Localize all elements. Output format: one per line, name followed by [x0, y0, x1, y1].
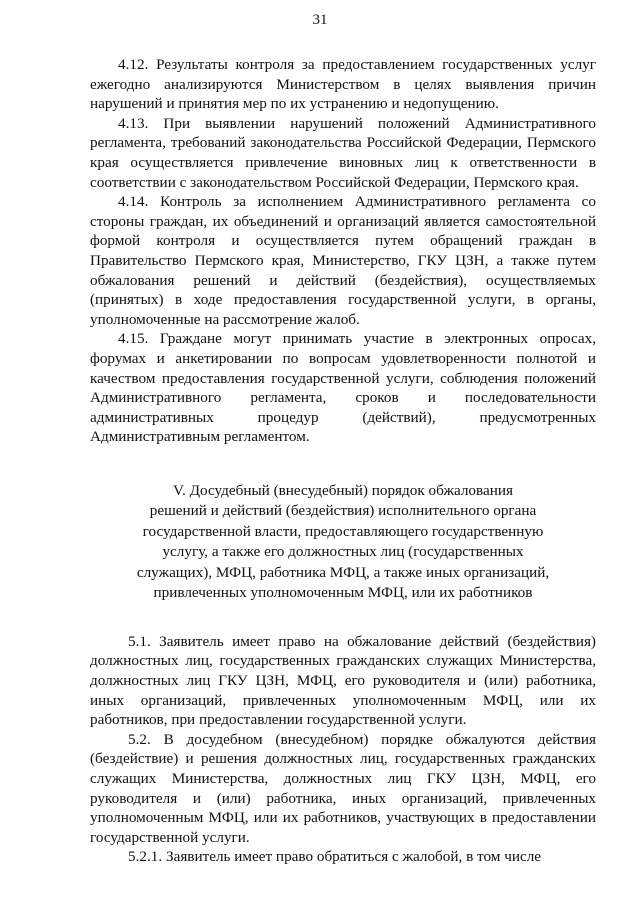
section-title-line: V. Досудебный (внесудебный) порядок обжалования	[173, 481, 513, 499]
document-body	[90, 55, 596, 867]
paragraph-4-13: 4.13. При выявлении нарушений положений Административного регламента, требований законодательства Российской Федерации, Пермского края осуществляется привлечение виновных лиц к ответственности в соответствии с законодательством Российской Федерации, Пермского края.	[90, 114, 596, 191]
page-number: 31	[312, 12, 328, 28]
paragraph-4-12: 4.12. Результаты контроля за предоставлением государственных услуг ежегодно анализируются Министерством в целях выявления причин нарушений и принятия мер по их устранению и недопущению.	[90, 56, 596, 113]
section-title-line: государственной власти, предоставляющего государственную	[142, 522, 544, 540]
paragraph-4-14: 4.14. Контроль за исполнением Административного регламента со стороны граждан, их объединений и организаций является самостоятельной формой контроля и осуществляется путем обращений граждан в Правительство Пермского края, Министерство, ГКУ ЦЗН, а также путем обжалования решений и действий (бездействия), осуществляемых (принятых) в ходе предоставления государственной услуги, в органы, уполномоченные на рассмотрение жалоб.	[90, 193, 596, 328]
section-title-line: привлеченных уполномоченным МФЦ, или их работников	[153, 584, 533, 602]
section-title-line: служащих), МФЦ, работника МФЦ, а также иных организаций,	[136, 563, 550, 581]
paragraph-5-2: 5.2. В досудебном (внесудебном) порядке обжалуются действия (бездействие) и решения должностных лиц, государственных гражданских служащих Министерства, должностных лиц ГКУ ЦЗН, МФЦ, его руководителя и (или) работника, иных организаций, привлеченных уполномоченным МФЦ, или их работников, участвующих в предоставлении государственной услуги.	[90, 730, 596, 846]
section-title-line: услугу, а также его должностных лиц (государственных	[162, 543, 524, 561]
section-title-line: решений и действий (бездействия) исполнительного органа	[149, 502, 537, 520]
section-v-title	[90, 481, 596, 604]
paragraph-4-15: 4.15. Граждане могут принимать участие в электронных опросах, форумах и анкетировании по вопросам удовлетворенности полнотой и качеством предоставления государственной услуги, соблюдения положений Административного регламента, сроков и последовательности административных процедур (действий), предусмотренных Административным регламентом.	[90, 330, 596, 446]
paragraph-5-2-1: 5.2.1. Заявитель имеет право обратиться с жалобой, в том числе	[128, 848, 542, 866]
paragraph-5-1: 5.1. Заявитель имеет право на обжалование действий (бездействия) должностных лиц, государственных гражданских служащих Министерства, должностных лиц ГКУ ЦЗН, МФЦ, его руководителя и (или) работника, иных организаций, привлеченных уполномоченным МФЦ, или их работников, при предоставлении государственной услуги.	[90, 632, 596, 729]
